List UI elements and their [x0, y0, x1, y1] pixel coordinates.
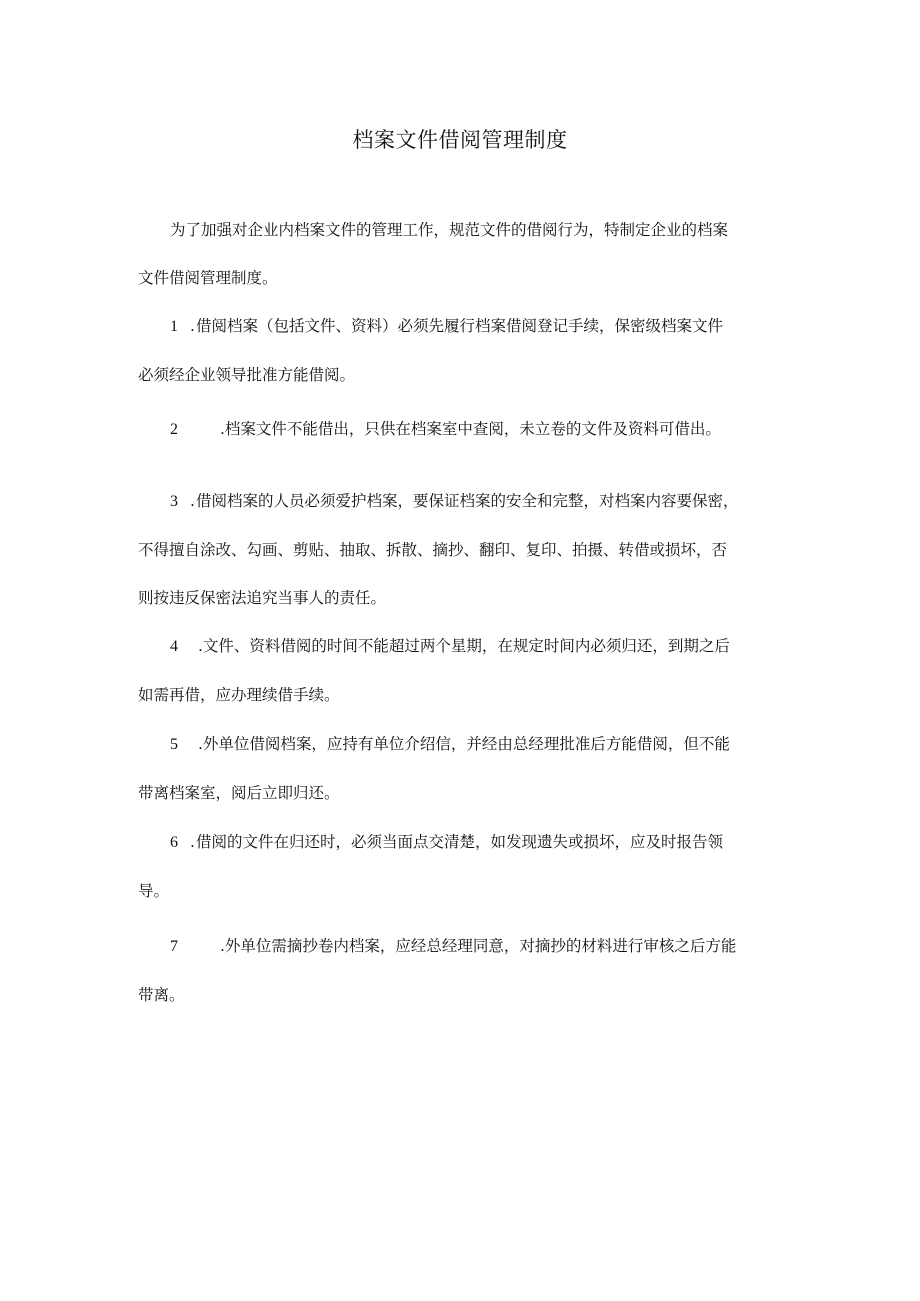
intro-paragraph	[138, 206, 788, 302]
rule-item-1	[138, 302, 788, 399]
rule-number: 7	[170, 938, 178, 955]
rule-item-7	[138, 922, 788, 1019]
rule-text: 导。	[138, 882, 170, 900]
rule-dot: .	[190, 492, 195, 510]
rule-number: 1	[170, 318, 178, 335]
rule-item-3	[138, 477, 788, 622]
rule-text: 借阅的文件在归还时，必须当面点交清楚，如发现遗失或损坏，应及时报告领	[196, 833, 724, 851]
rule-text: .档案文件不能借出，只供在档案室中查阅，未立卷的文件及资料可借出。	[220, 420, 721, 438]
rule-text: 借阅档案的人员必须爱护档案，要保证档案的安全和完整，对档案内容要保密，	[196, 492, 739, 510]
rule-dot: .	[190, 317, 195, 335]
intro-line-2: 文件借阅管理制度。	[138, 269, 278, 287]
document-title: 档案文件借阅管理制度	[352, 128, 568, 152]
rule-text: 借阅档案（包括文件、资料）必须先履行档案借阅登记手续，保密级档案文件	[196, 317, 724, 335]
rule-number: 5	[170, 736, 178, 753]
rule-item-2	[138, 405, 788, 454]
rule-text: 带离档案室，阅后立即归还。	[138, 784, 340, 802]
rule-item-5	[138, 720, 788, 817]
rule-text: 不得擅自涂改、勾画、剪贴、抽取、拆散、摘抄、翻印、复印、拍摄、转借或损坏，否	[138, 541, 728, 559]
rule-number: 3	[170, 493, 178, 510]
rule-text: 则按违反保密法追究当事人的责任。	[138, 589, 387, 607]
rule-number: 4	[170, 638, 178, 655]
intro-line-1: 为了加强对企业内档案文件的管理工作，规范文件的借阅行为，特制定企业的档案	[170, 221, 729, 239]
rule-dot: .	[190, 833, 195, 851]
rule-number: 2	[170, 421, 178, 438]
rule-number: 6	[170, 834, 178, 851]
rule-item-4	[138, 622, 788, 719]
rule-text: 必须经企业领导批准方能借阅。	[138, 366, 356, 384]
rule-text: 带离。	[138, 986, 185, 1004]
rule-text: .外单位需摘抄卷内档案，应经总经理同意，对摘抄的材料进行审核之后方能	[220, 937, 737, 955]
rule-item-6	[138, 818, 788, 915]
rule-text: .外单位借阅档案，应持有单位介绍信，并经由总经理批准后方能借阅，但不能	[198, 735, 730, 753]
rule-text: .文件、资料借阅的时间不能超过两个星期，在规定时间内必须归还，到期之后	[198, 637, 730, 655]
rule-text: 如需再借，应办理续借手续。	[138, 686, 340, 704]
